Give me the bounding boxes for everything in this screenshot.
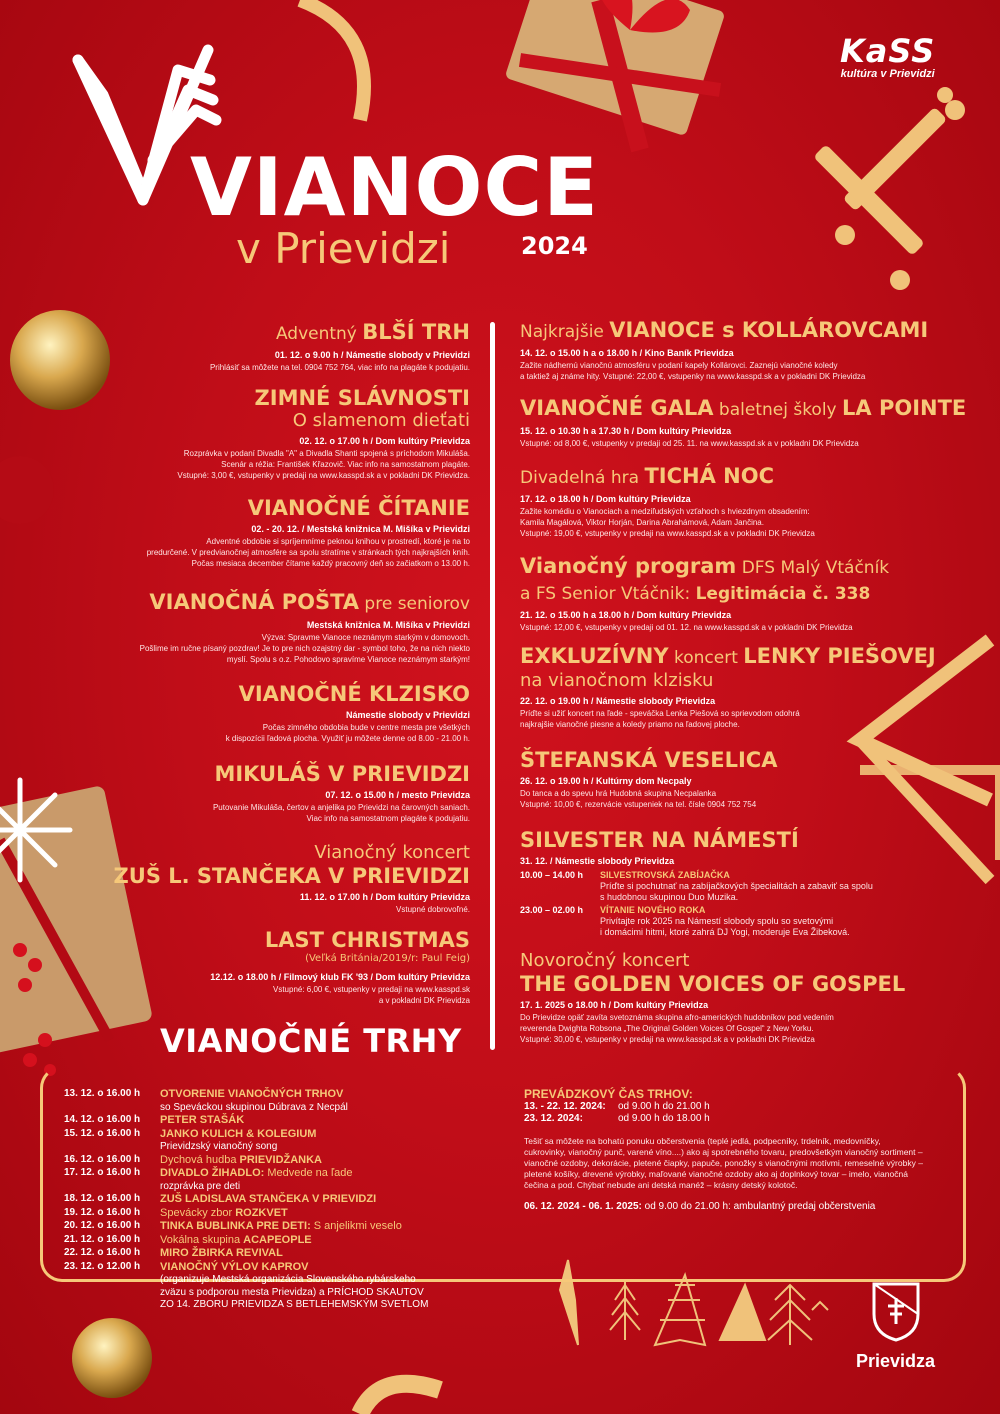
event-when: 17. 1. 2025 o 18.00 h / Dom kultúry Prievidza xyxy=(520,1000,709,1010)
gold-ornament-icon xyxy=(72,1318,152,1398)
hours-range-2: 23. 12. 2024: xyxy=(524,1113,583,1124)
event-title-2: Legitimácia č. 338 xyxy=(695,584,871,604)
event-when: 22. 12. o 19.00 h / Námestie slobody Prievidza xyxy=(520,696,716,706)
hours-time-3: od 9.00 do 21.00 h: ambulantný predaj občerstvenia xyxy=(641,1200,876,1212)
market-post: Medvede na ľade xyxy=(264,1167,353,1179)
event-title: ZIMNÉ SLÁVNOSTI xyxy=(254,386,470,410)
event-lenka-piesova xyxy=(520,644,980,730)
event-desc: Vstupné: 12,00 €, vstupenky v predaji od 01. 12. na www.kasspd.sk a v pokladni DK Prievidza xyxy=(520,623,853,632)
event-mid: baletnej školy xyxy=(713,400,843,420)
list-item xyxy=(64,1261,484,1312)
market-extra: Prievidzský vianočný song xyxy=(160,1141,278,1152)
event-sub: Vianočný koncert xyxy=(314,842,470,863)
market-name: OTVORENIE VIANOČNÝCH TRHOV xyxy=(160,1088,344,1100)
patriarchal-cross-icon xyxy=(813,87,965,290)
market-date: 15. 12. o 16.00 h xyxy=(64,1127,141,1139)
opening-hours xyxy=(524,1088,924,1213)
event-line2: a FS Senior Vtáčnik: xyxy=(520,584,696,604)
event-title: VIANOČNÉ KLZISKO xyxy=(238,682,470,706)
list-item xyxy=(64,1114,484,1128)
market-name: ACAPEOPLE xyxy=(243,1233,312,1246)
market-date: 14. 12. o 16.00 h xyxy=(64,1114,141,1125)
market-date: 13. 12. o 16.00 h xyxy=(64,1088,141,1099)
market-date: 18. 12. o 16.00 h xyxy=(64,1193,141,1204)
list-item xyxy=(64,1193,484,1207)
list-item xyxy=(64,1247,484,1261)
event-golden-voices xyxy=(520,950,980,1045)
event-when: 11. 12. o 17.00 h / Dom kultúry Prievidza xyxy=(299,892,470,902)
hours-title: PREVÁDZKOVÝ ČAS TRHOV: xyxy=(524,1087,693,1101)
event-vianocny-program xyxy=(520,554,980,633)
event-title: VIANOCE s KOLLÁROVCAMI xyxy=(609,318,929,342)
year: 2024 xyxy=(521,232,588,260)
kass-logo-text: KaSS xyxy=(840,32,936,70)
event-la-pointe xyxy=(520,396,980,449)
event-kollarovci xyxy=(520,318,980,382)
silvester-time: 10.00 – 14.00 h xyxy=(520,870,584,880)
event-vianocne-citanie xyxy=(10,496,470,569)
event-when: 12.12. o 18.00 h / Filmový klub FK '93 / Dom kultúry Prievidza xyxy=(210,972,470,982)
event-when: Námestie slobody v Prievidzi xyxy=(345,710,470,720)
event-when: 07. 12. o 15.00 h / mesto Prievidza xyxy=(325,790,470,800)
market-pre: Vokálna skupina xyxy=(160,1233,244,1246)
event-when: 15. 12. o 10.30 h a 17.30 h / Dom kultúry Prievidza xyxy=(520,426,732,436)
market-pre: Spevácky zbor xyxy=(160,1206,236,1219)
event-desc: Vstupné: od 8,00 €, vstupenky v predaji od 25. 11. na www.kasspd.sk a v pokladni DK Prievidza xyxy=(520,439,859,448)
market-name: VIANOČNÝ VÝLOV KAPROV xyxy=(160,1260,309,1273)
market-extra: so Speváckou skupinou Dúbrava z Necpál xyxy=(160,1101,348,1113)
event-when: Mestská knižnica M. Mišíka v Prievidzi xyxy=(306,620,470,630)
event-desc: Adventné obdobie si spríjemníme peknou knihou v prostredí, ktoré je na to predurčené. V predvianočnej atmosfére sa spolu stratíme v stránkach tých najkrajších kníh. Počas mesiaca december čítame každý pracovný deň so začiatkom o 13.00 h. xyxy=(146,537,470,568)
event-desc: Vstupné: 6,00 €, vstupenky v predaji na www.kasspd.sk a v pokladni DK Prievidza xyxy=(273,985,470,1005)
market-date: 21. 12. o 16.00 h xyxy=(64,1233,141,1245)
event-sub: Novoročný koncert xyxy=(520,950,690,971)
event-title: TICHÁ NOC xyxy=(644,464,774,488)
event-zus-koncert xyxy=(10,842,470,915)
silvester-name: SILVESTROVSKÁ ZABÍJAČKA xyxy=(600,870,730,880)
market-name: PRIEVIDŽANKA xyxy=(239,1153,323,1166)
kass-logo xyxy=(840,34,935,80)
event-vianocna-posta xyxy=(10,590,470,665)
event-desc: Výzva: Spravme Vianoce neznámym starkým v domovoch. Pošlime im ručne písaný pozdrav! Je to pre nich ozajstný dar - symbol toho, že na nich niekto myslí. Spolu s o.z. Pohodovo spravíme Vianoce neznámym starkým! xyxy=(139,633,470,664)
market-name: DIVADLO ŽIHADLO: xyxy=(160,1167,265,1179)
event-title: VIANOČNÉ ČÍTANIE xyxy=(247,496,470,520)
hours-range-1: 13. - 22. 12. 2024: xyxy=(524,1100,606,1112)
event-title: MIKULÁŠ V PRIEVIDZI xyxy=(214,762,470,786)
event-title: Vianočný program xyxy=(520,554,737,578)
event-zimne-slavnosti xyxy=(10,386,470,481)
event-desc: Do tanca a do spevu hrá Hudobná skupina Necpalanka Vstupné: 10,00 €, rezervácie vstupeniek na tel. čísle 0904 752 754 xyxy=(520,789,757,809)
event-mikulas xyxy=(10,762,470,824)
silvester-desc: Príďte si pochutnať na zabíjačkových špecialitách a zabaviť sa spolu s hudobnou skupinou Duo Muzika. xyxy=(600,881,873,902)
event-title: LAST CHRISTMAS xyxy=(264,928,470,952)
market-name: TINKA BUBLINKA PRE DETI: xyxy=(160,1220,311,1232)
event-last-christmas xyxy=(10,928,470,1006)
hours-text: Tešiť sa môžete na bohatú ponuku občerstvenia (teplé jedlá, podpecníky, trdelník, medovníčky, cukrovinky, vianočný punč, varené víno....) ako aj spotrebného tovaru, predovšetkým vianočný sortiment – vianočné ozdoby, dekorácie, pletené čiapky, papuče, ponožky s vianočnými motívmi, remeselné výrobky – pletené košíky, drevené výrobky, maľované vianočné ozdoby ako aj doplnkový tovar – imelo, vianočná čečina a pod. Chýbať nebude ani detská manéž – krásny detský kolotoč. xyxy=(524,1135,923,1190)
event-vianocne-klzisko xyxy=(10,682,470,744)
event-title: ZUŠ L. STANČEKA V PRIEVIDZI xyxy=(113,864,470,888)
event-silvester xyxy=(520,828,980,938)
event-title: BLŠÍ TRH xyxy=(362,320,470,344)
hours-time-1: od 9.00 h do 21.00 h xyxy=(618,1100,710,1112)
event-title: EXKLUZÍVNY xyxy=(520,644,669,668)
event-sub: na vianočnom klzisku xyxy=(520,670,714,691)
event-blsi-trh xyxy=(10,320,470,373)
event-title: SILVESTER NA NÁMESTÍ xyxy=(520,828,799,852)
market-date: 22. 12. o 16.00 h xyxy=(64,1247,141,1258)
event-post: pre seniorov xyxy=(359,594,470,614)
markets-title: VIANOČNÉ TRHY xyxy=(160,1022,462,1060)
page-title: VIANOCE xyxy=(190,141,599,234)
gift-box-icon xyxy=(505,0,726,150)
event-desc: Počas zimného obdobia bude v centre mesta pre všetkých k dispozícii ľadová plocha. Využiť ju môžete denne od 8.00 - 21.00 h. xyxy=(225,723,470,743)
market-extra: (organizuje Mestská organizácia Slovenského rybárskeho zväzu s podporou mesta Prievidza) a PRÍCHOD SKAUTOV ZO 14. ZBORU PRIEVIDZA S BETLEHEMSKÝM SVETLOM xyxy=(160,1274,429,1310)
event-title: VIANOČNÁ POŠTA xyxy=(149,590,360,614)
event-when: 02. - 20. 12. / Mestská knižnica M. Mišíka v Prievidzi xyxy=(251,524,470,534)
event-title-2: LA POINTE xyxy=(842,396,967,420)
event-desc: Príďte si užiť koncert na ľade - speváčka Lenka Piešová so sprievodom odohrá najkrajšie vianočné piesne a koledy priamo na ľadovej ploche. xyxy=(520,709,800,729)
market-name: PETER STAŠÁK xyxy=(160,1114,245,1126)
event-pre: Divadelná hra xyxy=(520,468,645,488)
list-item xyxy=(64,1207,484,1221)
event-desc: Rozprávka v podaní Divadla "A" a Divadla Shanti spojená s príchodom Mikuláša. Scenár a réžia: František Křazovič. Viac info na samostatnom plagáte. Vstupné: 3,00 €, vstupenky v predaji na www.kasspd.sk a v pokladni DK Prievidza. xyxy=(177,449,470,480)
list-item xyxy=(64,1088,484,1114)
event-desc: Zažite komédiu o Vianociach a medziľudských vzťahoch s hviezdnym obsadením: Kamila Magálová, Viktor Horján, Darina Abrahámová, Adam Jančina. Vstupné: 19,00 €, vstupenky v predaji na www.kasspd.sk a v pokladni DK Prievidza xyxy=(520,507,815,538)
event-desc: Putovanie Mikuláša, čertov a anjelika po Prievidzi na čarovných saniach. Viac info na samostatnom plagáte k podujatiu. xyxy=(212,803,470,823)
event-when: 02. 12. o 17.00 h / Dom kultúry Prievidza xyxy=(299,436,470,446)
hours-range-3: 06. 12. 2024 - 06. 1. 2025: xyxy=(524,1200,642,1212)
silvester-item xyxy=(520,905,980,938)
market-date: 23. 12. o 12.00 h xyxy=(64,1260,141,1272)
hours-time-2: od 9.00 h do 18.00 h xyxy=(618,1113,710,1124)
event-pre: Adventný xyxy=(275,324,363,344)
event-when: 21. 12. o 15.00 h a 18.00 h / Dom kultúry Prievidza xyxy=(520,610,732,620)
event-pre: Najkrajšie xyxy=(520,322,610,342)
event-title: ŠTEFANSKÁ VESELICA xyxy=(520,748,778,772)
list-item xyxy=(64,1154,484,1168)
silvester-name: VÍTANIE NOVÉHO ROKA xyxy=(600,905,706,915)
event-mid: koncert xyxy=(668,648,744,668)
event-desc: Prihlásiť sa môžete na tel. 0904 752 764, viac info na plagáte k podujatiu. xyxy=(209,363,470,372)
event-when: 31. 12. / Námestie slobody Prievidza xyxy=(520,856,675,866)
silvester-time: 23.00 – 02.00 h xyxy=(520,905,584,915)
markets-list xyxy=(64,1088,484,1312)
event-desc: Do Prievidze opäť zavíta svetoznáma skupina afro-amerických hudobníkov pod vedením reverenda Dwighta Robsona „The Original Golden Voices Of Gospel“ z New Yorku. Vstupné: 30,00 €, vstupenky v predaji na www.kasspd.sk a v pokladni DK Prievidza xyxy=(520,1013,834,1044)
event-title: VIANOČNÉ GALA xyxy=(520,396,714,420)
event-stefanska-veselica xyxy=(520,748,980,810)
city-name: Prievidza xyxy=(856,1351,936,1371)
city-crest-icon xyxy=(868,1278,924,1342)
market-date: 16. 12. o 16.00 h xyxy=(64,1153,141,1165)
silvester-item xyxy=(520,870,980,903)
city-logo xyxy=(856,1278,935,1372)
event-title: THE GOLDEN VOICES OF GOSPEL xyxy=(520,972,906,996)
list-item xyxy=(64,1128,484,1154)
event-when: 17. 12. o 18.00 h / Dom kultúry Prievidza xyxy=(520,494,691,504)
list-item xyxy=(64,1220,484,1234)
market-name: ROZKVET xyxy=(235,1206,288,1219)
market-pre: Dychová hudba xyxy=(160,1153,240,1166)
market-date: 19. 12. o 16.00 h xyxy=(64,1206,141,1218)
market-date: 20. 12. o 16.00 h xyxy=(64,1220,141,1231)
event-when: 26. 12. o 19.00 h / Kultúrny dom Necpaly xyxy=(520,776,692,786)
event-desc: Zažite nádhernú vianočnú atmosféru v podaní kapely Kollárovci. Zaznejú vianočné koledy a taktiež aj známe hity. Vstupné: 22,00 €, vstupenky na www.kasspd.sk a v pokladni DK Prievidza xyxy=(520,361,866,381)
event-when: 01. 12. o 9.00 h / Námestie slobody v Prievidzi xyxy=(274,350,470,360)
page-subtitle: v Prievidzi xyxy=(236,224,451,273)
column-divider xyxy=(490,322,495,1050)
market-name: ZUŠ LADISLAVA STANČEKA V PRIEVIDZI xyxy=(160,1193,377,1205)
kass-tagline: kultúra v Prievidzi xyxy=(840,68,935,80)
market-extra: rozprávka pre deti xyxy=(160,1180,241,1192)
event-when: 14. 12. o 15.00 h a o 18.00 h / Kino Baník Prievidza xyxy=(520,348,734,358)
silvester-desc: Privítajte rok 2025 na Námestí slobody spolu so svetovými i domácimi hitmi, ktoré zahrá DJ Yogi, moderuje Eva Žibeková. xyxy=(600,916,850,937)
market-name: MIRO ŽBIRKA REVIVAL xyxy=(160,1247,283,1259)
event-title-2: LENKY PIEŠOVEJ xyxy=(743,644,936,668)
market-name: JANKO KULICH & KOLEGIUM xyxy=(160,1127,317,1140)
event-sub: (Veľká Británia/2019/r: Paul Feig) xyxy=(305,953,470,964)
event-sub: O slamenom dieťati xyxy=(292,410,470,431)
event-ticha-noc xyxy=(520,464,980,539)
event-mid: DFS Malý Vtáčník xyxy=(736,558,890,578)
market-date: 17. 12. o 16.00 h xyxy=(64,1167,141,1178)
market-post: S anjelikmi veselo xyxy=(310,1220,402,1232)
list-item xyxy=(64,1167,484,1193)
list-item xyxy=(64,1234,484,1248)
event-desc: Vstupné dobrovoľné. xyxy=(396,905,470,914)
